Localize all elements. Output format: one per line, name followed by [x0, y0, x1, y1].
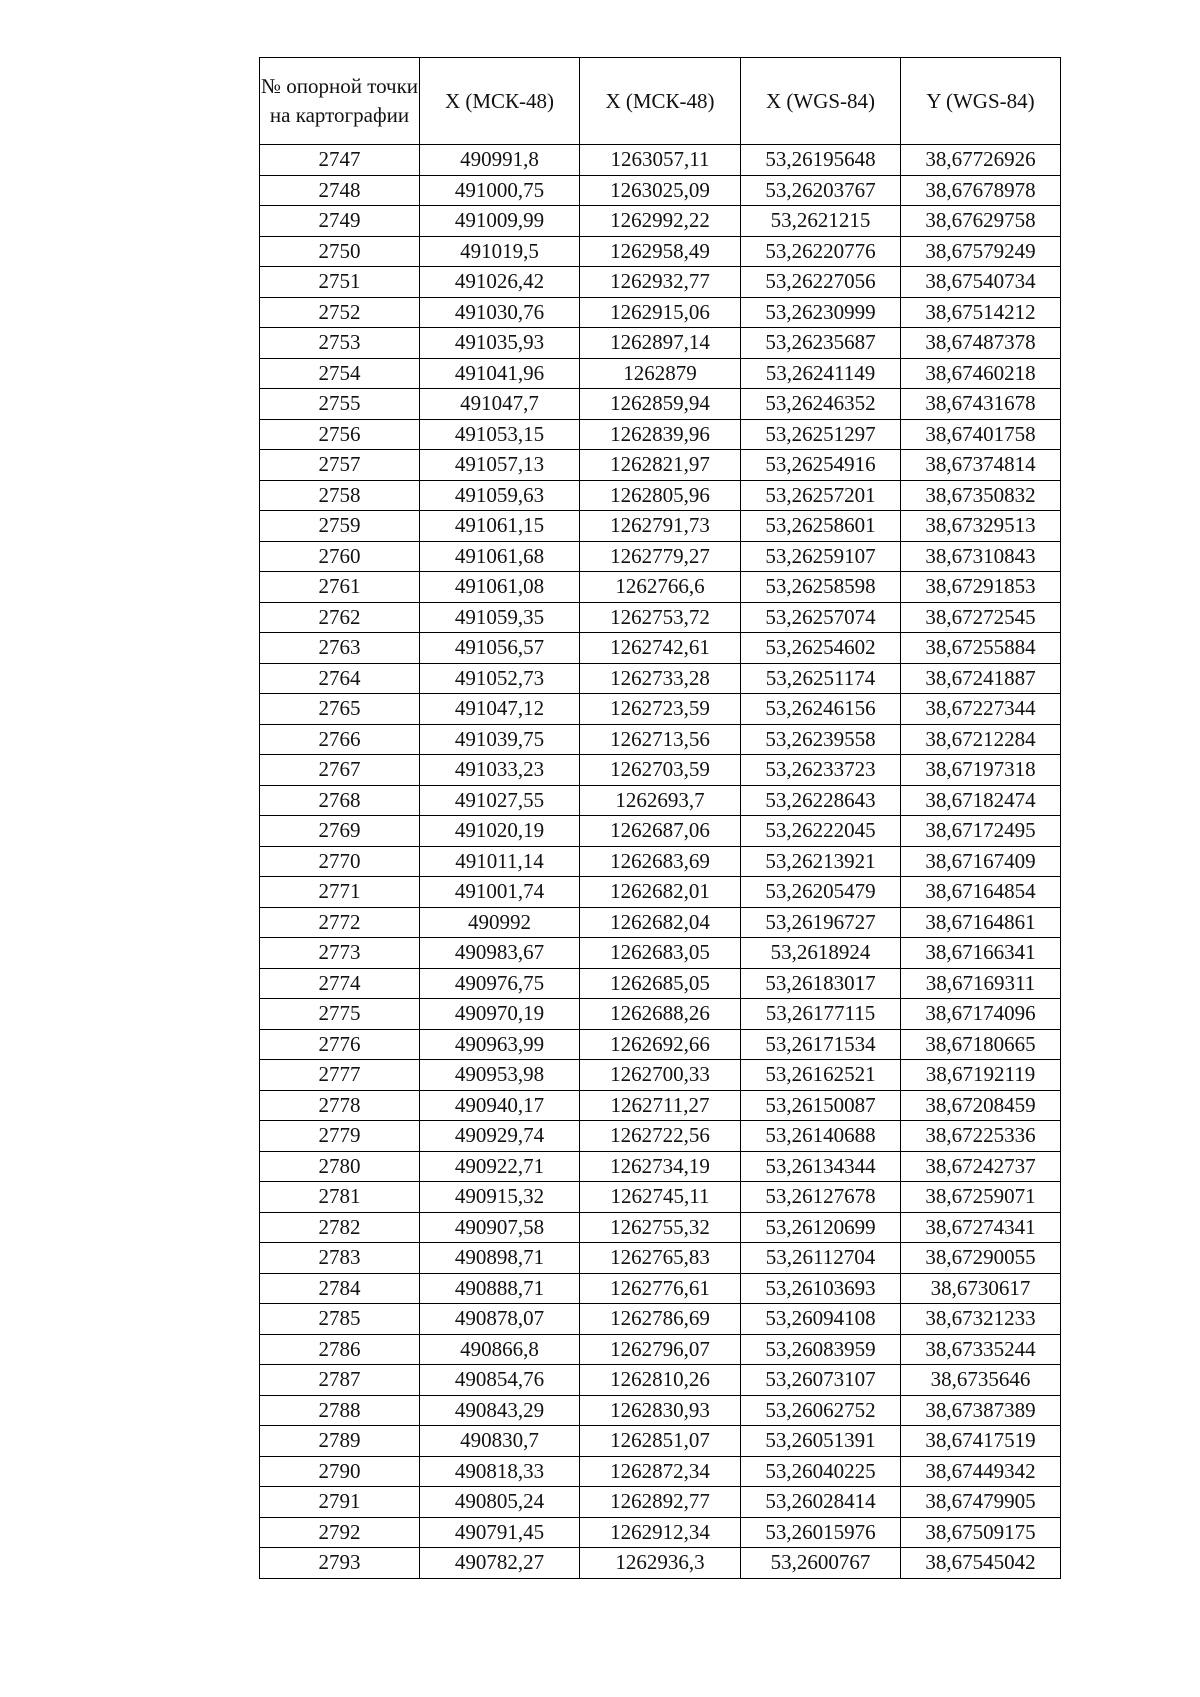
cell-x-wgs84: 53,26195648: [741, 145, 901, 176]
cell-y-wgs84: 38,67180665: [901, 1029, 1061, 1060]
cell-x-msk48: 490983,67: [420, 938, 580, 969]
cell-x-msk48: 490963,99: [420, 1029, 580, 1060]
cell-x-msk48: 490970,19: [420, 999, 580, 1030]
cell-y-wgs84: 38,67509175: [901, 1517, 1061, 1548]
cell-y-wgs84: 38,67255884: [901, 633, 1061, 664]
cell-x-wgs84: 53,2600767: [741, 1548, 901, 1579]
cell-point-number: 2760: [260, 541, 420, 572]
cell-y-wgs84: 38,67164861: [901, 907, 1061, 938]
cell-x-wgs84: 53,26134344: [741, 1151, 901, 1182]
cell-point-number: 2752: [260, 297, 420, 328]
cell-y-wgs84: 38,67514212: [901, 297, 1061, 328]
header-point-number: № опорной точки на картографии: [260, 58, 420, 145]
cell-point-number: 2784: [260, 1273, 420, 1304]
table-row: [260, 1395, 1061, 1426]
cell-x-wgs84: 53,26230999: [741, 297, 901, 328]
cell-x-msk48: 490976,75: [420, 968, 580, 999]
cell-x-msk48-second: 1262685,05: [580, 968, 741, 999]
cell-y-wgs84: 38,67540734: [901, 267, 1061, 298]
cell-y-wgs84: 38,67321233: [901, 1304, 1061, 1335]
table-row: [260, 1212, 1061, 1243]
cell-x-wgs84: 53,26150087: [741, 1090, 901, 1121]
cell-point-number: 2773: [260, 938, 420, 969]
cell-x-msk48-second: 1262958,49: [580, 236, 741, 267]
cell-x-wgs84: 53,26222045: [741, 816, 901, 847]
table-row: [260, 785, 1061, 816]
header-y-wgs84: Y (WGS-84): [901, 58, 1061, 145]
cell-x-msk48-second: 1262745,11: [580, 1182, 741, 1213]
cell-y-wgs84: 38,67579249: [901, 236, 1061, 267]
table-row: [260, 267, 1061, 298]
cell-x-msk48-second: 1262766,6: [580, 572, 741, 603]
cell-point-number: 2765: [260, 694, 420, 725]
cell-x-msk48-second: 1262786,69: [580, 1304, 741, 1335]
table-row: [260, 816, 1061, 847]
cell-x-msk48-second: 1262692,66: [580, 1029, 741, 1060]
cell-x-wgs84: 53,26177115: [741, 999, 901, 1030]
cell-x-wgs84: 53,26259107: [741, 541, 901, 572]
table-row: [260, 1365, 1061, 1396]
cell-y-wgs84: 38,67272545: [901, 602, 1061, 633]
cell-y-wgs84: 38,67259071: [901, 1182, 1061, 1213]
cell-x-msk48: 491030,76: [420, 297, 580, 328]
table-row: [260, 1243, 1061, 1274]
cell-x-msk48-second: 1262723,59: [580, 694, 741, 725]
cell-x-wgs84: 53,26258598: [741, 572, 901, 603]
cell-x-wgs84: 53,26205479: [741, 877, 901, 908]
cell-x-msk48: 491000,75: [420, 175, 580, 206]
cell-point-number: 2754: [260, 358, 420, 389]
cell-x-wgs84: 53,26246352: [741, 389, 901, 420]
cell-x-msk48: 491057,13: [420, 450, 580, 481]
header-row: [260, 58, 1061, 145]
cell-point-number: 2766: [260, 724, 420, 755]
cell-x-msk48-second: 1262805,96: [580, 480, 741, 511]
table-row: [260, 694, 1061, 725]
table-header: [260, 58, 1061, 145]
cell-y-wgs84: 38,67431678: [901, 389, 1061, 420]
table-row: [260, 877, 1061, 908]
table-row: [260, 968, 1061, 999]
cell-x-msk48-second: 1262682,01: [580, 877, 741, 908]
cell-point-number: 2763: [260, 633, 420, 664]
cell-x-wgs84: 53,26171534: [741, 1029, 901, 1060]
cell-x-msk48: 490898,71: [420, 1243, 580, 1274]
cell-point-number: 2750: [260, 236, 420, 267]
table-row: [260, 236, 1061, 267]
cell-x-msk48: 491039,75: [420, 724, 580, 755]
table-row: [260, 1304, 1061, 1335]
cell-x-msk48: 491059,35: [420, 602, 580, 633]
cell-y-wgs84: 38,67241887: [901, 663, 1061, 694]
cell-x-msk48: 490782,27: [420, 1548, 580, 1579]
cell-point-number: 2761: [260, 572, 420, 603]
table-row: [260, 1060, 1061, 1091]
cell-x-msk48-second: 1262722,56: [580, 1121, 741, 1152]
table-row: [260, 1182, 1061, 1213]
table-row: [260, 1548, 1061, 1579]
cell-x-msk48: 490991,8: [420, 145, 580, 176]
cell-x-wgs84: 53,2621215: [741, 206, 901, 237]
cell-x-msk48-second: 1262830,93: [580, 1395, 741, 1426]
cell-x-msk48: 491059,63: [420, 480, 580, 511]
cell-x-msk48-second: 1262734,19: [580, 1151, 741, 1182]
cell-point-number: 2767: [260, 755, 420, 786]
cell-x-msk48: 490854,76: [420, 1365, 580, 1396]
cell-point-number: 2749: [260, 206, 420, 237]
cell-x-msk48-second: 1262688,26: [580, 999, 741, 1030]
cell-x-wgs84: 53,26233723: [741, 755, 901, 786]
table-body: [260, 145, 1061, 1579]
cell-x-msk48: 490940,17: [420, 1090, 580, 1121]
cell-x-msk48: 491020,19: [420, 816, 580, 847]
cell-point-number: 2789: [260, 1426, 420, 1457]
cell-x-msk48-second: 1262796,07: [580, 1334, 741, 1365]
cell-x-msk48: 490907,58: [420, 1212, 580, 1243]
cell-point-number: 2770: [260, 846, 420, 877]
cell-point-number: 2747: [260, 145, 420, 176]
header-x-wgs84: X (WGS-84): [741, 58, 901, 145]
cell-point-number: 2792: [260, 1517, 420, 1548]
cell-x-msk48-second: 1262700,33: [580, 1060, 741, 1091]
cell-x-wgs84: 53,26228643: [741, 785, 901, 816]
table-row: [260, 297, 1061, 328]
cell-point-number: 2758: [260, 480, 420, 511]
cell-point-number: 2785: [260, 1304, 420, 1335]
cell-x-msk48: 490929,74: [420, 1121, 580, 1152]
cell-y-wgs84: 38,67212284: [901, 724, 1061, 755]
cell-x-wgs84: 53,26083959: [741, 1334, 901, 1365]
cell-x-msk48: 490843,29: [420, 1395, 580, 1426]
cell-x-wgs84: 53,26040225: [741, 1456, 901, 1487]
cell-point-number: 2753: [260, 328, 420, 359]
cell-x-msk48-second: 1262810,26: [580, 1365, 741, 1396]
table-row: [260, 358, 1061, 389]
cell-x-msk48-second: 1262683,05: [580, 938, 741, 969]
cell-point-number: 2756: [260, 419, 420, 450]
cell-y-wgs84: 38,67310843: [901, 541, 1061, 572]
cell-x-msk48: 490922,71: [420, 1151, 580, 1182]
cell-x-wgs84: 53,26254916: [741, 450, 901, 481]
cell-point-number: 2782: [260, 1212, 420, 1243]
cell-y-wgs84: 38,67401758: [901, 419, 1061, 450]
cell-y-wgs84: 38,67479905: [901, 1487, 1061, 1518]
table-row: [260, 999, 1061, 1030]
cell-x-msk48: 490830,7: [420, 1426, 580, 1457]
cell-x-msk48-second: 1263025,09: [580, 175, 741, 206]
cell-y-wgs84: 38,67545042: [901, 1548, 1061, 1579]
cell-x-wgs84: 53,26241149: [741, 358, 901, 389]
cell-x-wgs84: 53,26246156: [741, 694, 901, 725]
cell-x-wgs84: 53,26112704: [741, 1243, 901, 1274]
cell-x-msk48: 491047,7: [420, 389, 580, 420]
table-row: [260, 1487, 1061, 1518]
cell-x-wgs84: 53,26120699: [741, 1212, 901, 1243]
cell-point-number: 2751: [260, 267, 420, 298]
cell-x-msk48: 490953,98: [420, 1060, 580, 1091]
cell-x-msk48: 490805,24: [420, 1487, 580, 1518]
cell-x-msk48-second: 1262742,61: [580, 633, 741, 664]
cell-y-wgs84: 38,67242737: [901, 1151, 1061, 1182]
cell-x-wgs84: 53,26235687: [741, 328, 901, 359]
cell-point-number: 2777: [260, 1060, 420, 1091]
cell-x-msk48: 490888,71: [420, 1273, 580, 1304]
cell-x-wgs84: 53,26257201: [741, 480, 901, 511]
cell-x-wgs84: 53,26254602: [741, 633, 901, 664]
cell-x-wgs84: 53,26127678: [741, 1182, 901, 1213]
cell-y-wgs84: 38,67726926: [901, 145, 1061, 176]
cell-y-wgs84: 38,67487378: [901, 328, 1061, 359]
cell-y-wgs84: 38,67629758: [901, 206, 1061, 237]
cell-x-wgs84: 53,26051391: [741, 1426, 901, 1457]
table-row: [260, 1029, 1061, 1060]
cell-x-wgs84: 53,26094108: [741, 1304, 901, 1335]
cell-x-msk48-second: 1262992,22: [580, 206, 741, 237]
table-row: [260, 175, 1061, 206]
table-row: [260, 450, 1061, 481]
cell-point-number: 2759: [260, 511, 420, 542]
cell-x-wgs84: 53,26251174: [741, 663, 901, 694]
table-row: [260, 145, 1061, 176]
cell-x-wgs84: 53,26251297: [741, 419, 901, 450]
table-row: [260, 480, 1061, 511]
cell-x-msk48-second: 1262872,34: [580, 1456, 741, 1487]
cell-y-wgs84: 38,67274341: [901, 1212, 1061, 1243]
cell-x-msk48-second: 1262693,7: [580, 785, 741, 816]
cell-x-msk48: 491053,15: [420, 419, 580, 450]
table-row: [260, 846, 1061, 877]
cell-x-msk48-second: 1262859,94: [580, 389, 741, 420]
cell-y-wgs84: 38,67164854: [901, 877, 1061, 908]
cell-point-number: 2781: [260, 1182, 420, 1213]
cell-point-number: 2783: [260, 1243, 420, 1274]
table-row: [260, 1426, 1061, 1457]
cell-x-msk48-second: 1262915,06: [580, 297, 741, 328]
table-row: [260, 1517, 1061, 1548]
cell-point-number: 2768: [260, 785, 420, 816]
cell-x-msk48: 490915,32: [420, 1182, 580, 1213]
cell-y-wgs84: 38,67172495: [901, 816, 1061, 847]
cell-y-wgs84: 38,67192119: [901, 1060, 1061, 1091]
cell-x-msk48-second: 1262687,06: [580, 816, 741, 847]
table-row: [260, 572, 1061, 603]
cell-point-number: 2772: [260, 907, 420, 938]
cell-x-msk48: 490878,07: [420, 1304, 580, 1335]
cell-x-msk48-second: 1262932,77: [580, 267, 741, 298]
cell-x-msk48: 491041,96: [420, 358, 580, 389]
cell-point-number: 2778: [260, 1090, 420, 1121]
cell-x-msk48-second: 1262821,97: [580, 450, 741, 481]
cell-x-msk48-second: 1262851,07: [580, 1426, 741, 1457]
cell-x-msk48-second: 1262879: [580, 358, 741, 389]
cell-x-msk48: 490992: [420, 907, 580, 938]
cell-y-wgs84: 38,67291853: [901, 572, 1061, 603]
cell-x-msk48: 491011,14: [420, 846, 580, 877]
table-row: [260, 1121, 1061, 1152]
cell-y-wgs84: 38,67387389: [901, 1395, 1061, 1426]
cell-point-number: 2775: [260, 999, 420, 1030]
cell-point-number: 2787: [260, 1365, 420, 1396]
cell-point-number: 2762: [260, 602, 420, 633]
cell-y-wgs84: 38,67225336: [901, 1121, 1061, 1152]
cell-y-wgs84: 38,67182474: [901, 785, 1061, 816]
cell-x-wgs84: 53,26239558: [741, 724, 901, 755]
cell-x-wgs84: 53,26257074: [741, 602, 901, 633]
cell-point-number: 2755: [260, 389, 420, 420]
cell-y-wgs84: 38,67460218: [901, 358, 1061, 389]
cell-x-msk48-second: 1262713,56: [580, 724, 741, 755]
cell-x-msk48: 491047,12: [420, 694, 580, 725]
cell-x-msk48: 491033,23: [420, 755, 580, 786]
cell-x-wgs84: 53,26203767: [741, 175, 901, 206]
cell-x-msk48: 491001,74: [420, 877, 580, 908]
cell-x-wgs84: 53,26196727: [741, 907, 901, 938]
cell-x-wgs84: 53,26062752: [741, 1395, 901, 1426]
cell-y-wgs84: 38,67166341: [901, 938, 1061, 969]
cell-x-msk48-second: 1262765,83: [580, 1243, 741, 1274]
cell-y-wgs84: 38,6735646: [901, 1365, 1061, 1396]
cell-x-wgs84: 53,26103693: [741, 1273, 901, 1304]
cell-y-wgs84: 38,67169311: [901, 968, 1061, 999]
cell-x-msk48: 491052,73: [420, 663, 580, 694]
cell-point-number: 2779: [260, 1121, 420, 1152]
cell-y-wgs84: 38,67227344: [901, 694, 1061, 725]
cell-x-msk48: 490791,45: [420, 1517, 580, 1548]
cell-x-msk48-second: 1262912,34: [580, 1517, 741, 1548]
cell-x-msk48-second: 1262683,69: [580, 846, 741, 877]
cell-point-number: 2791: [260, 1487, 420, 1518]
table-row: [260, 328, 1061, 359]
cell-y-wgs84: 38,67290055: [901, 1243, 1061, 1274]
cell-point-number: 2788: [260, 1395, 420, 1426]
table-row: [260, 1151, 1061, 1182]
cell-x-wgs84: 53,26183017: [741, 968, 901, 999]
cell-point-number: 2748: [260, 175, 420, 206]
cell-point-number: 2764: [260, 663, 420, 694]
cell-x-wgs84: 53,26140688: [741, 1121, 901, 1152]
cell-y-wgs84: 38,67208459: [901, 1090, 1061, 1121]
table-row: [260, 511, 1061, 542]
cell-x-wgs84: 53,26220776: [741, 236, 901, 267]
cell-x-msk48: 491061,68: [420, 541, 580, 572]
cell-x-wgs84: 53,2618924: [741, 938, 901, 969]
cell-point-number: 2771: [260, 877, 420, 908]
cell-x-msk48-second: 1262755,32: [580, 1212, 741, 1243]
table-row: [260, 663, 1061, 694]
cell-x-msk48-second: 1262791,73: [580, 511, 741, 542]
cell-point-number: 2790: [260, 1456, 420, 1487]
table-row: [260, 1456, 1061, 1487]
cell-x-msk48: 491061,08: [420, 572, 580, 603]
cell-x-wgs84: 53,26015976: [741, 1517, 901, 1548]
cell-x-msk48-second: 1262733,28: [580, 663, 741, 694]
cell-x-wgs84: 53,26162521: [741, 1060, 901, 1091]
cell-x-wgs84: 53,26227056: [741, 267, 901, 298]
cell-point-number: 2757: [260, 450, 420, 481]
cell-y-wgs84: 38,67329513: [901, 511, 1061, 542]
header-x-msk48-second: X (МСК-48): [580, 58, 741, 145]
cell-x-msk48-second: 1263057,11: [580, 145, 741, 176]
table-row: [260, 938, 1061, 969]
cell-x-wgs84: 53,26258601: [741, 511, 901, 542]
cell-x-msk48-second: 1262839,96: [580, 419, 741, 450]
table-row: [260, 541, 1061, 572]
cell-x-msk48-second: 1262753,72: [580, 602, 741, 633]
cell-x-msk48-second: 1262682,04: [580, 907, 741, 938]
cell-x-msk48: 491009,99: [420, 206, 580, 237]
cell-x-wgs84: 53,26028414: [741, 1487, 901, 1518]
cell-x-msk48: 490866,8: [420, 1334, 580, 1365]
cell-y-wgs84: 38,67197318: [901, 755, 1061, 786]
cell-x-msk48-second: 1262892,77: [580, 1487, 741, 1518]
cell-x-msk48-second: 1262703,59: [580, 755, 741, 786]
cell-x-wgs84: 53,26213921: [741, 846, 901, 877]
cell-x-msk48-second: 1262779,27: [580, 541, 741, 572]
coordinates-table: [259, 57, 1061, 1579]
cell-x-msk48-second: 1262936,3: [580, 1548, 741, 1579]
cell-y-wgs84: 38,67374814: [901, 450, 1061, 481]
cell-x-msk48: 491056,57: [420, 633, 580, 664]
cell-x-msk48: 491027,55: [420, 785, 580, 816]
cell-y-wgs84: 38,6730617: [901, 1273, 1061, 1304]
cell-point-number: 2776: [260, 1029, 420, 1060]
table-row: [260, 206, 1061, 237]
table-row: [260, 1273, 1061, 1304]
table-row: [260, 633, 1061, 664]
cell-x-msk48: 490818,33: [420, 1456, 580, 1487]
cell-y-wgs84: 38,67449342: [901, 1456, 1061, 1487]
table-row: [260, 389, 1061, 420]
cell-point-number: 2786: [260, 1334, 420, 1365]
cell-point-number: 2774: [260, 968, 420, 999]
cell-y-wgs84: 38,67335244: [901, 1334, 1061, 1365]
cell-point-number: 2793: [260, 1548, 420, 1579]
table-row: [260, 419, 1061, 450]
table-row: [260, 1334, 1061, 1365]
cell-x-msk48: 491061,15: [420, 511, 580, 542]
cell-x-msk48: 491026,42: [420, 267, 580, 298]
header-x-msk48: X (МСК-48): [420, 58, 580, 145]
table-row: [260, 724, 1061, 755]
cell-x-msk48: 491035,93: [420, 328, 580, 359]
cell-y-wgs84: 38,67174096: [901, 999, 1061, 1030]
cell-y-wgs84: 38,67350832: [901, 480, 1061, 511]
table-row: [260, 755, 1061, 786]
cell-point-number: 2780: [260, 1151, 420, 1182]
cell-x-msk48-second: 1262711,27: [580, 1090, 741, 1121]
cell-x-msk48: 491019,5: [420, 236, 580, 267]
cell-point-number: 2769: [260, 816, 420, 847]
table-row: [260, 907, 1061, 938]
cell-y-wgs84: 38,67678978: [901, 175, 1061, 206]
cell-x-wgs84: 53,26073107: [741, 1365, 901, 1396]
table-row: [260, 1090, 1061, 1121]
cell-x-msk48-second: 1262897,14: [580, 328, 741, 359]
cell-x-msk48-second: 1262776,61: [580, 1273, 741, 1304]
cell-y-wgs84: 38,67417519: [901, 1426, 1061, 1457]
table-row: [260, 602, 1061, 633]
cell-y-wgs84: 38,67167409: [901, 846, 1061, 877]
